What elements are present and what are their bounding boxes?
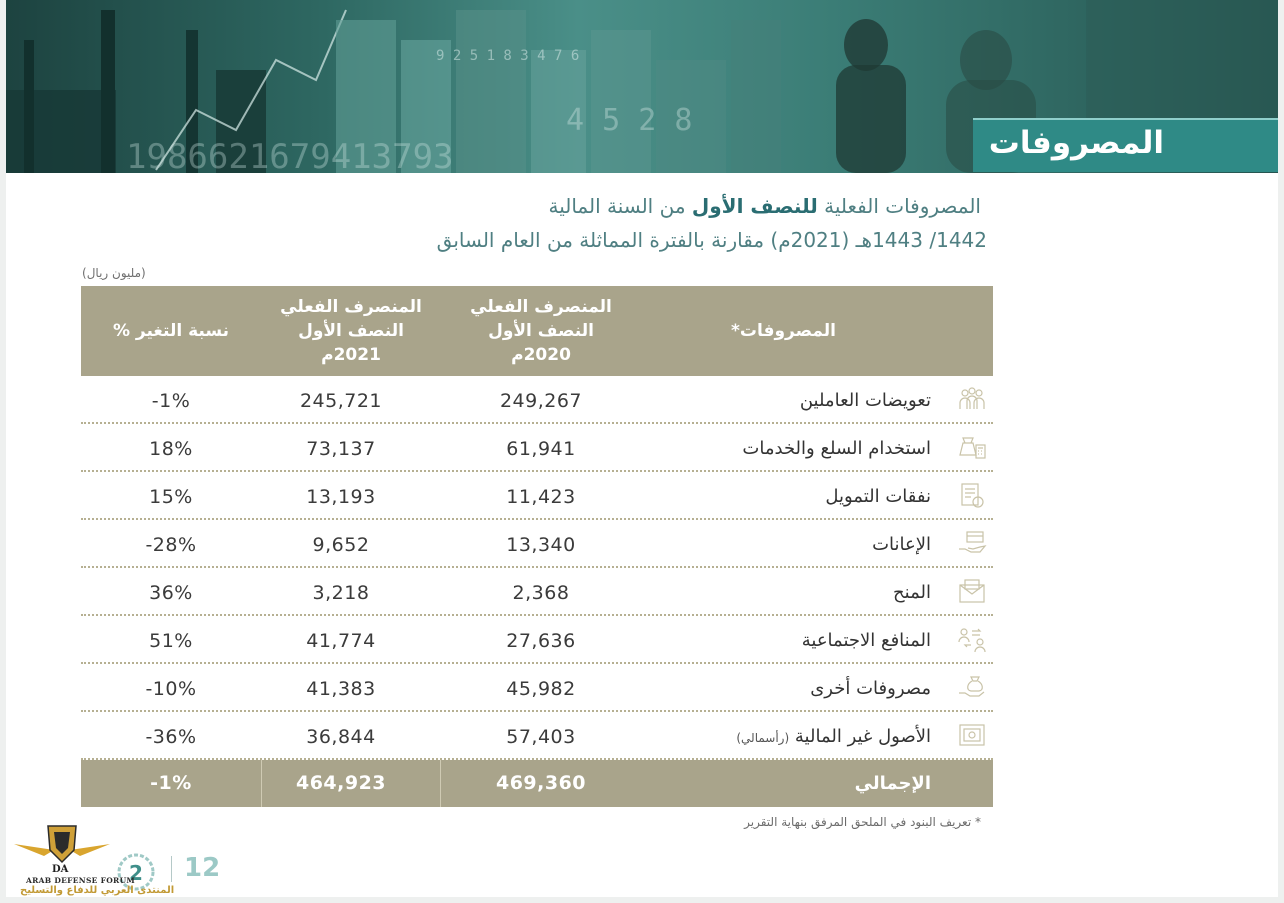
header-2021-line1: المنصرف الفعلي bbox=[280, 297, 422, 317]
row-value-2021: 41,774 bbox=[306, 630, 376, 652]
row-change: -10% bbox=[145, 678, 197, 700]
table-header bbox=[81, 286, 993, 376]
table-row bbox=[81, 664, 993, 712]
header-2020-line1: المنصرف الفعلي bbox=[470, 297, 612, 317]
row-value-2020: 11,423 bbox=[506, 486, 576, 508]
expenses-table bbox=[81, 286, 993, 807]
row-value-2021: 13,193 bbox=[306, 486, 376, 508]
row-label: المنح bbox=[893, 582, 931, 603]
header-2020-line2: النصف الأول bbox=[488, 321, 594, 341]
row-value-2020: 61,941 bbox=[506, 438, 576, 460]
row-change: 51% bbox=[149, 630, 193, 652]
row-value-2021: 245,721 bbox=[299, 390, 383, 412]
unit-label: (مليون ريال) bbox=[82, 266, 146, 280]
table-row bbox=[81, 376, 993, 424]
row-change: 18% bbox=[149, 438, 193, 460]
svg-text:1986621679413793: 1986621679413793 bbox=[126, 137, 454, 173]
table-row bbox=[81, 712, 993, 760]
people-group-icon bbox=[957, 385, 987, 413]
page-number: 12 bbox=[184, 853, 221, 883]
row-label-note: (رأسمالي) bbox=[736, 731, 790, 745]
header-banner bbox=[6, 0, 1278, 173]
logo-caption-ar: المنتدى العربي للدفاع والتسليح bbox=[20, 885, 175, 896]
subtitle-bold: للنصف الأول bbox=[691, 194, 818, 218]
arab-defense-forum-logo-icon bbox=[14, 820, 110, 878]
row-label-text: الأصول غير المالية bbox=[794, 726, 931, 747]
table-row bbox=[81, 472, 993, 520]
row-change: -28% bbox=[145, 534, 197, 556]
row-label: استخدام السلع والخدمات bbox=[742, 438, 931, 459]
header-expenses: المصروفات* bbox=[731, 321, 836, 341]
header-2021-line2: النصف الأول bbox=[298, 321, 404, 341]
svg-text:4 5 2 8: 4 5 2 8 bbox=[566, 103, 693, 138]
footnote: * تعريف البنود في الملحق المرفق بنهاية التقرير bbox=[744, 815, 981, 829]
table-row bbox=[81, 616, 993, 664]
row-label: الإعانات bbox=[872, 534, 931, 555]
row-change: 36% bbox=[149, 582, 193, 604]
subtitle-line2: 1442/ 1443هـ (2021م) مقارنة بالفترة المماثلة من العام السابق bbox=[436, 228, 987, 252]
envelope-money-icon bbox=[957, 577, 987, 605]
total-row bbox=[81, 760, 993, 807]
table-row bbox=[81, 520, 993, 568]
money-bag-calculator-icon bbox=[957, 433, 987, 461]
row-value-2021: 3,218 bbox=[312, 582, 370, 604]
total-value-2020: 469,360 bbox=[495, 772, 587, 794]
header-actual-2021 bbox=[261, 286, 441, 376]
svg-text:9 2 5 1 8 3 4 7 6: 9 2 5 1 8 3 4 7 6 bbox=[436, 48, 580, 64]
row-value-2021: 41,383 bbox=[306, 678, 376, 700]
row-value-2020: 13,340 bbox=[506, 534, 576, 556]
header-2020-line3: 2020م bbox=[511, 345, 571, 365]
row-label: تعويضات العاملين bbox=[799, 390, 931, 411]
total-separator bbox=[440, 760, 441, 807]
subtitle-line1 bbox=[181, 194, 981, 218]
page-title: المصروفات bbox=[988, 125, 1164, 161]
document-coin-icon bbox=[957, 481, 987, 509]
row-change: -36% bbox=[145, 726, 197, 748]
subtitle-pre: المصروفات الفعلية bbox=[817, 194, 981, 218]
row-label: نفقات التمويل bbox=[825, 486, 931, 507]
row-value-2020: 249,267 bbox=[499, 390, 583, 412]
page-number-divider bbox=[171, 856, 172, 882]
row-value-2021: 9,652 bbox=[312, 534, 370, 556]
people-exchange-icon bbox=[957, 625, 987, 653]
row-value-2021: 36,844 bbox=[306, 726, 376, 748]
total-label: الإجمالي bbox=[854, 773, 931, 794]
header-change: نسبة التغير % bbox=[112, 321, 230, 341]
safe-icon bbox=[957, 721, 987, 749]
report-page bbox=[6, 0, 1278, 897]
logo-caption-en: ARAB DEFENSE FORUM bbox=[26, 876, 136, 885]
header-actual-2020 bbox=[451, 286, 631, 376]
row-value-2020: 57,403 bbox=[506, 726, 576, 748]
row-value-2020: 45,982 bbox=[506, 678, 576, 700]
row-value-2021: 73,137 bbox=[306, 438, 376, 460]
row-value-2020: 27,636 bbox=[506, 630, 576, 652]
row-change: 15% bbox=[149, 486, 193, 508]
total-change: -1% bbox=[150, 772, 192, 794]
table-row bbox=[81, 424, 993, 472]
table-row bbox=[81, 568, 993, 616]
total-value-2021: 464,923 bbox=[295, 772, 387, 794]
row-label bbox=[631, 712, 931, 758]
hand-moneybag-icon bbox=[957, 673, 987, 701]
total-separator bbox=[261, 760, 262, 807]
subtitle-post: من السنة المالية bbox=[548, 194, 692, 218]
row-change: -1% bbox=[151, 390, 191, 412]
row-label: المنافع الاجتماعية bbox=[801, 630, 931, 651]
row-value-2020: 2,368 bbox=[512, 582, 570, 604]
svg-text:DA: DA bbox=[52, 864, 69, 875]
header-2021-line3: 2021م bbox=[321, 345, 381, 365]
hand-card-icon bbox=[957, 529, 987, 557]
svg-text:2: 2 bbox=[129, 861, 143, 885]
row-label: مصروفات أخرى bbox=[810, 678, 931, 699]
